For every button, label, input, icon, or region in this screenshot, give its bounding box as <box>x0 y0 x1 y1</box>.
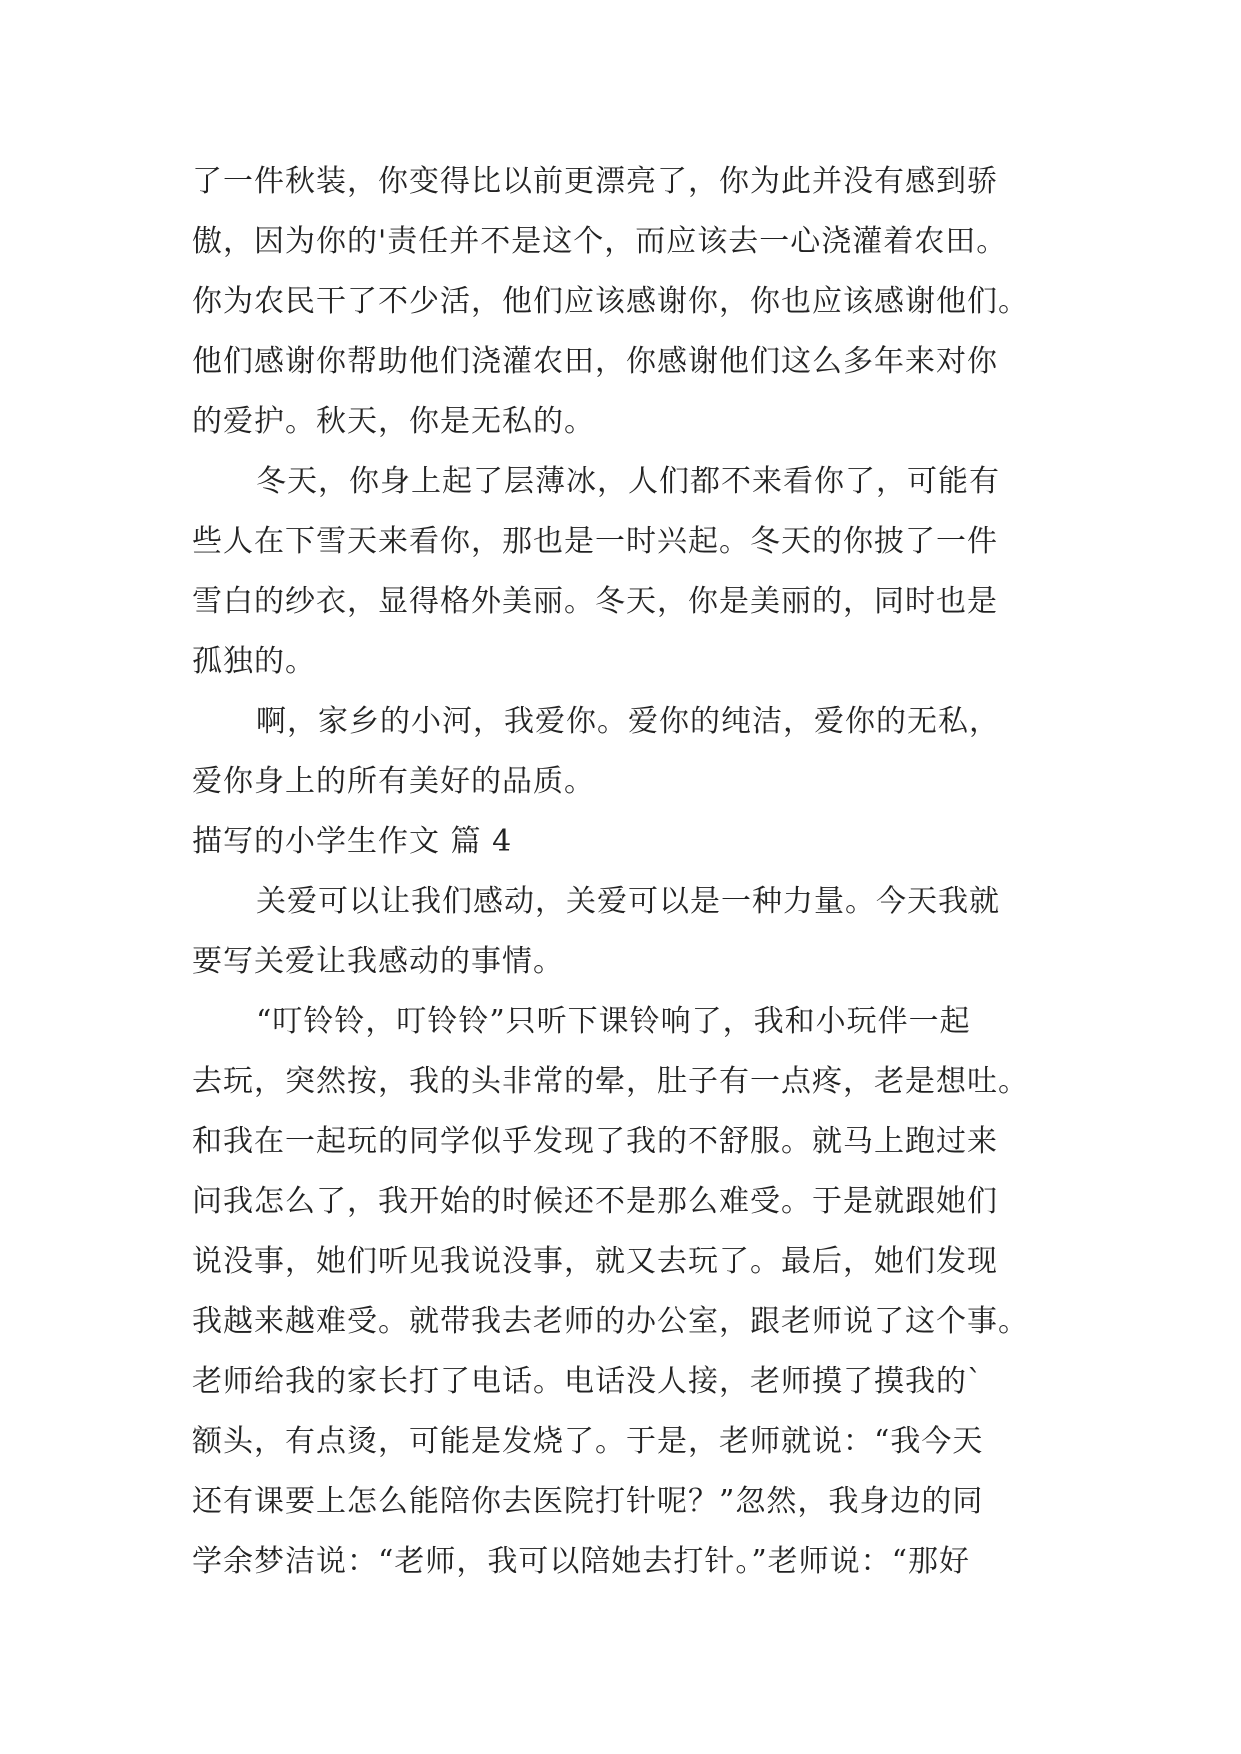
text-line: 爱你身上的所有美好的品质。 <box>192 764 595 799</box>
paragraph-first-line: 冬天，你身上起了层薄冰，人们都不来看你了，可能有 <box>256 464 1000 499</box>
text-line: 老师给我的家长打了电话。电话没人接，老师摸了摸我的` <box>192 1364 983 1399</box>
text-line: 些人在下雪天来看你，那也是一时兴起。冬天的你披了一件 <box>192 524 998 559</box>
text-line: 你为农民干了不少活，他们应该感谢你，你也应该感谢他们。 <box>192 284 1029 319</box>
paragraph-first-line: “叮铃铃，叮铃铃”只听下课铃响了，我和小玩伴一起 <box>256 1004 971 1039</box>
text-line: 还有课要上怎么能陪你去医院打针呢？”忽然，我身边的同 <box>192 1484 984 1519</box>
document-page <box>192 152 1072 1592</box>
text-line: 傲，因为你的'责任并不是这个，而应该去一心浇灌着农田。 <box>192 224 1008 259</box>
text-line: 和我在一起玩的同学似乎发现了我的不舒服。就马上跑过来 <box>192 1124 998 1159</box>
text-line: 要写关爱让我感动的事情。 <box>192 944 564 979</box>
text-line: 问我怎么了，我开始的时候还不是那么难受。于是就跟她们 <box>192 1184 998 1219</box>
paragraph-first-line: 啊，家乡的小河，我爱你。爱你的纯洁，爱你的无私， <box>256 704 1000 739</box>
text-line: 额头，有点烫，可能是发烧了。于是，老师就说：“我今天 <box>192 1424 984 1459</box>
text-line: 的爱护。秋天，你是无私的。 <box>192 404 595 439</box>
text-line: 说没事，她们听见我说没事，就又去玩了。最后，她们发现 <box>192 1244 998 1279</box>
text-line: 我越来越难受。就带我去老师的办公室，跟老师说了这个事。 <box>192 1304 1029 1339</box>
text-line: 学余梦洁说：“老师，我可以陪她去打针。”老师说：“那好 <box>192 1544 971 1579</box>
text-line: 去玩，突然按，我的头非常的晕，肚子有一点疼，老是想吐。 <box>192 1064 1029 1099</box>
section-heading: 描写的小学生作文 篇 4 <box>192 824 513 859</box>
text-line: 雪白的纱衣，显得格外美丽。冬天，你是美丽的，同时也是 <box>192 584 998 619</box>
text-line: 他们感谢你帮助他们浇灌农田，你感谢他们这么多年来对你 <box>192 344 998 379</box>
text-line: 孤独的。 <box>192 644 316 679</box>
paragraph-first-line: 关爱可以让我们感动，关爱可以是一种力量。今天我就 <box>256 884 1000 919</box>
text-line: 了一件秋装，你变得比以前更漂亮了，你为此并没有感到骄 <box>192 164 998 199</box>
